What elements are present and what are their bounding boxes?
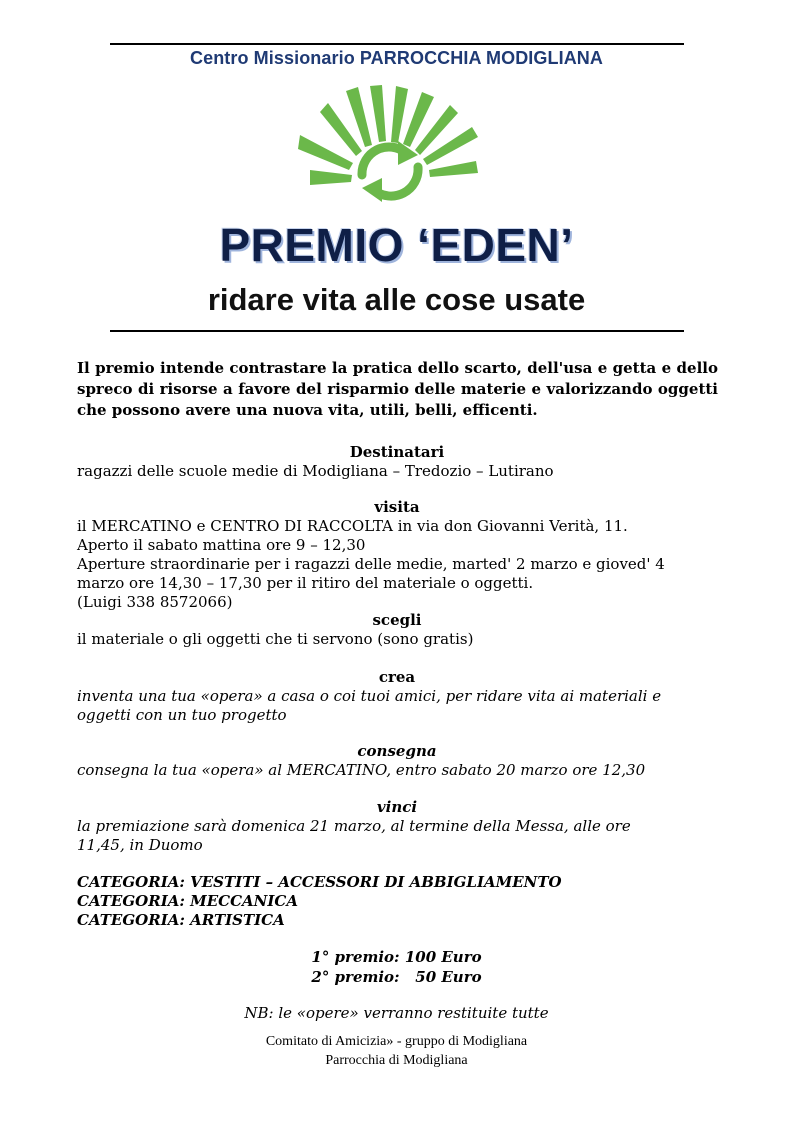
section-line: oggetti con un tuo progetto	[77, 706, 287, 724]
section-line: inventa una tua «opera» a casa o coi tuoi amici, per ridare vita ai materiali e	[77, 687, 662, 705]
award-subtitle: ridare vita alle cose usate	[207, 282, 586, 317]
intro-paragraph: Il premio intende contrastare la pratica dello scarto, dell'usa e getta e dello spreco di risorse a favore del risparmio delle materie e valorizzando oggetti che possono avere una nuova vita, utili, belli, efficenti.	[77, 359, 718, 419]
section-heading: Destinatari	[349, 443, 445, 461]
section-line: Aperture straordinarie per i ragazzi delle medie, marted' 2 marzo e gioved' 4	[77, 555, 665, 573]
top-rule	[110, 43, 684, 45]
section-line: (Luigi 338 8572066)	[77, 593, 233, 611]
section-line: consegna la tua «opera» al MERCATINO, entro sabato 20 marzo ore 12,30	[77, 761, 646, 779]
note: NB: le «opere» verranno restituite tutte	[244, 1004, 549, 1022]
signature-parish: Parrocchia di Modigliana	[325, 1053, 468, 1068]
section-heading: vinci	[376, 798, 418, 816]
recycle-sun-icon	[290, 85, 490, 210]
section-heading: consegna	[357, 742, 437, 760]
section-line: il MERCATINO e CENTRO DI RACCOLTA in via don Giovanni Verità, 11.	[77, 517, 628, 535]
section-heading: scegli	[372, 611, 422, 629]
section-line: marzo ore 14,30 – 17,30 per il ritiro del materiale o oggetti.	[77, 574, 534, 592]
section-visita	[77, 498, 717, 612]
category-line: CATEGORIA: MECCANICA	[77, 892, 298, 910]
section-line: 11,45, in Duomo	[77, 836, 203, 854]
section-line: ragazzi delle scuole medie di Modigliana – Tredozio – Lutirano	[77, 462, 554, 480]
bottom-rule	[110, 330, 684, 332]
category-line: CATEGORIA: VESTITI – ACCESSORI DI ABBIGLIAMENTO	[77, 873, 562, 891]
signature-committee: Comitato di Amicizia» - gruppo di Modigliana	[265, 1034, 528, 1049]
section-heading: crea	[378, 668, 416, 686]
section-line: la premiazione sarà domenica 21 marzo, al termine della Messa, alle ore	[77, 817, 631, 835]
section-scegli	[77, 611, 717, 649]
section-heading: visita	[374, 498, 420, 516]
organization-title: Centro Missionario PARROCCHIA MODIGLIANA	[189, 48, 603, 68]
first-prize: 1° premio: 100 Euro	[311, 948, 482, 966]
section-destinatari	[77, 443, 717, 481]
section-consegna	[77, 742, 717, 780]
section-crea	[77, 668, 717, 725]
section-line: il materiale o gli oggetti che ti servono (sono gratis)	[77, 630, 474, 648]
section-line: Aperto il sabato mattina ore 9 – 12,30	[77, 536, 366, 554]
category-line: CATEGORIA: ARTISTICA	[77, 911, 285, 929]
section-vinci	[77, 798, 717, 855]
second-prize: 2° premio: 50 Euro	[311, 968, 482, 986]
award-title: PREMIO ‘EDEN’	[219, 219, 574, 271]
